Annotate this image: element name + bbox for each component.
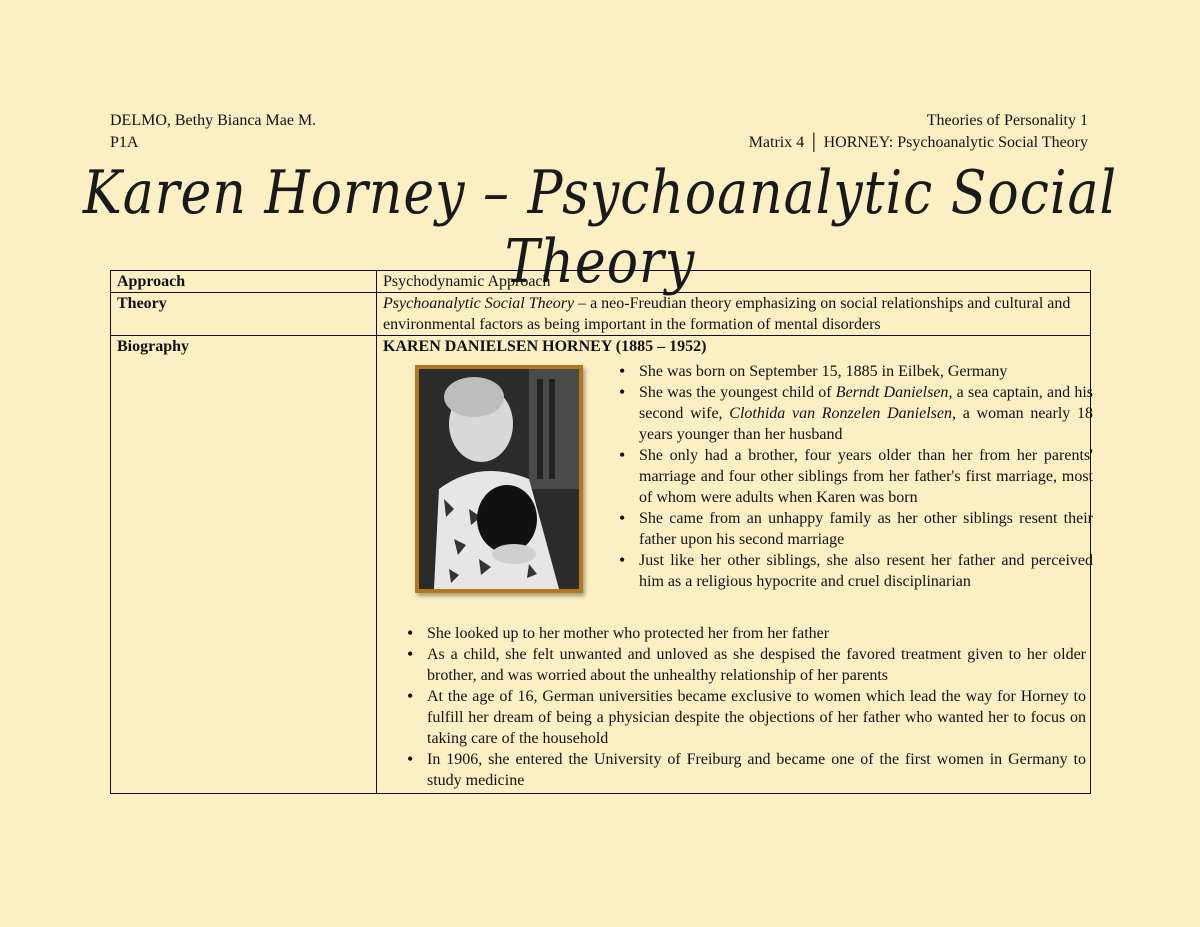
- student-info: [110, 110, 316, 154]
- approach-label: Approach: [111, 271, 377, 293]
- list-item: • She was born on September 15, 1885 in Eilbek, Germany: [615, 361, 1093, 382]
- theory-value: [377, 293, 1091, 336]
- theory-definition: – a neo-Freudian theory emphasizing on social relationships and cultural and environmental factors as being important in the formation of mental disorders: [383, 295, 1071, 333]
- biography-list-top: [615, 361, 1093, 592]
- table-row: [111, 336, 1091, 794]
- student-section: P1A: [110, 134, 139, 151]
- mother-name: Clothida van Ronzelen Danielsen: [729, 405, 953, 422]
- list-item: • She only had a brother, four years older than her from her parents' marriage and four other siblings from her father's first marriage, most of whom were adults when Karen was born: [615, 445, 1093, 508]
- student-name: DELMO, Bethy Bianca Mae M.: [110, 112, 317, 129]
- page-title: Karen Horney – Psychoanalytic Social Theory: [82, 159, 1118, 297]
- theory-matrix-table: [110, 270, 1094, 794]
- bullet2-text-a: She was the youngest child of: [639, 384, 836, 401]
- father-name: Berndt Danielsen: [835, 384, 949, 401]
- list-item: • In 1906, she entered the University of Freiburg and became one of the first women in Germany to study medicine: [403, 749, 1086, 791]
- list-item: • As a child, she felt unwanted and unloved as she despised the favored treatment given to her older brother, and was worried about the unhealthy relationship of her parents: [403, 644, 1086, 686]
- matrix-title: Matrix 4 │ HORNEY: Psychoanalytic Social Theory: [748, 134, 1088, 151]
- theory-term: Psychoanalytic Social Theory: [383, 295, 575, 312]
- bullet2-text-b: , a sea captain, and his second wife,: [639, 384, 1093, 422]
- biography-list-bottom: [383, 623, 1086, 793]
- portrait-photo: [415, 365, 583, 593]
- list-item: [615, 382, 1093, 445]
- list-item: • She came from an unhappy family as her other siblings resent their father upon his second marriage: [615, 508, 1093, 550]
- list-item: • Just like her other siblings, she also resent her father and perceived him as a religious hypocrite and cruel disciplinarian: [615, 550, 1093, 592]
- biography-value: [377, 336, 1094, 794]
- course-info: [749, 110, 1088, 154]
- course-name: Theories of Personality 1: [926, 112, 1088, 129]
- biography-heading: KAREN DANIELSEN HORNEY (1885 – 1952): [383, 338, 707, 355]
- bullet2-text-c: , a woman nearly 18 years younger than her husband: [639, 405, 1094, 443]
- biography-label: Biography: [111, 336, 377, 794]
- approach-value: Psychodynamic Approach: [377, 271, 1091, 293]
- table-row: [111, 293, 1091, 336]
- list-item: • She looked up to her mother who protected her from her father: [403, 623, 1086, 644]
- table-row: [111, 271, 1091, 293]
- list-item: • At the age of 16, German universities became exclusive to women which lead the way for Horney to fulfill her dream of being a physician despite the objections of her father who wanted her to focus on taking care of the household: [403, 686, 1086, 749]
- theory-label: Theory: [111, 293, 377, 336]
